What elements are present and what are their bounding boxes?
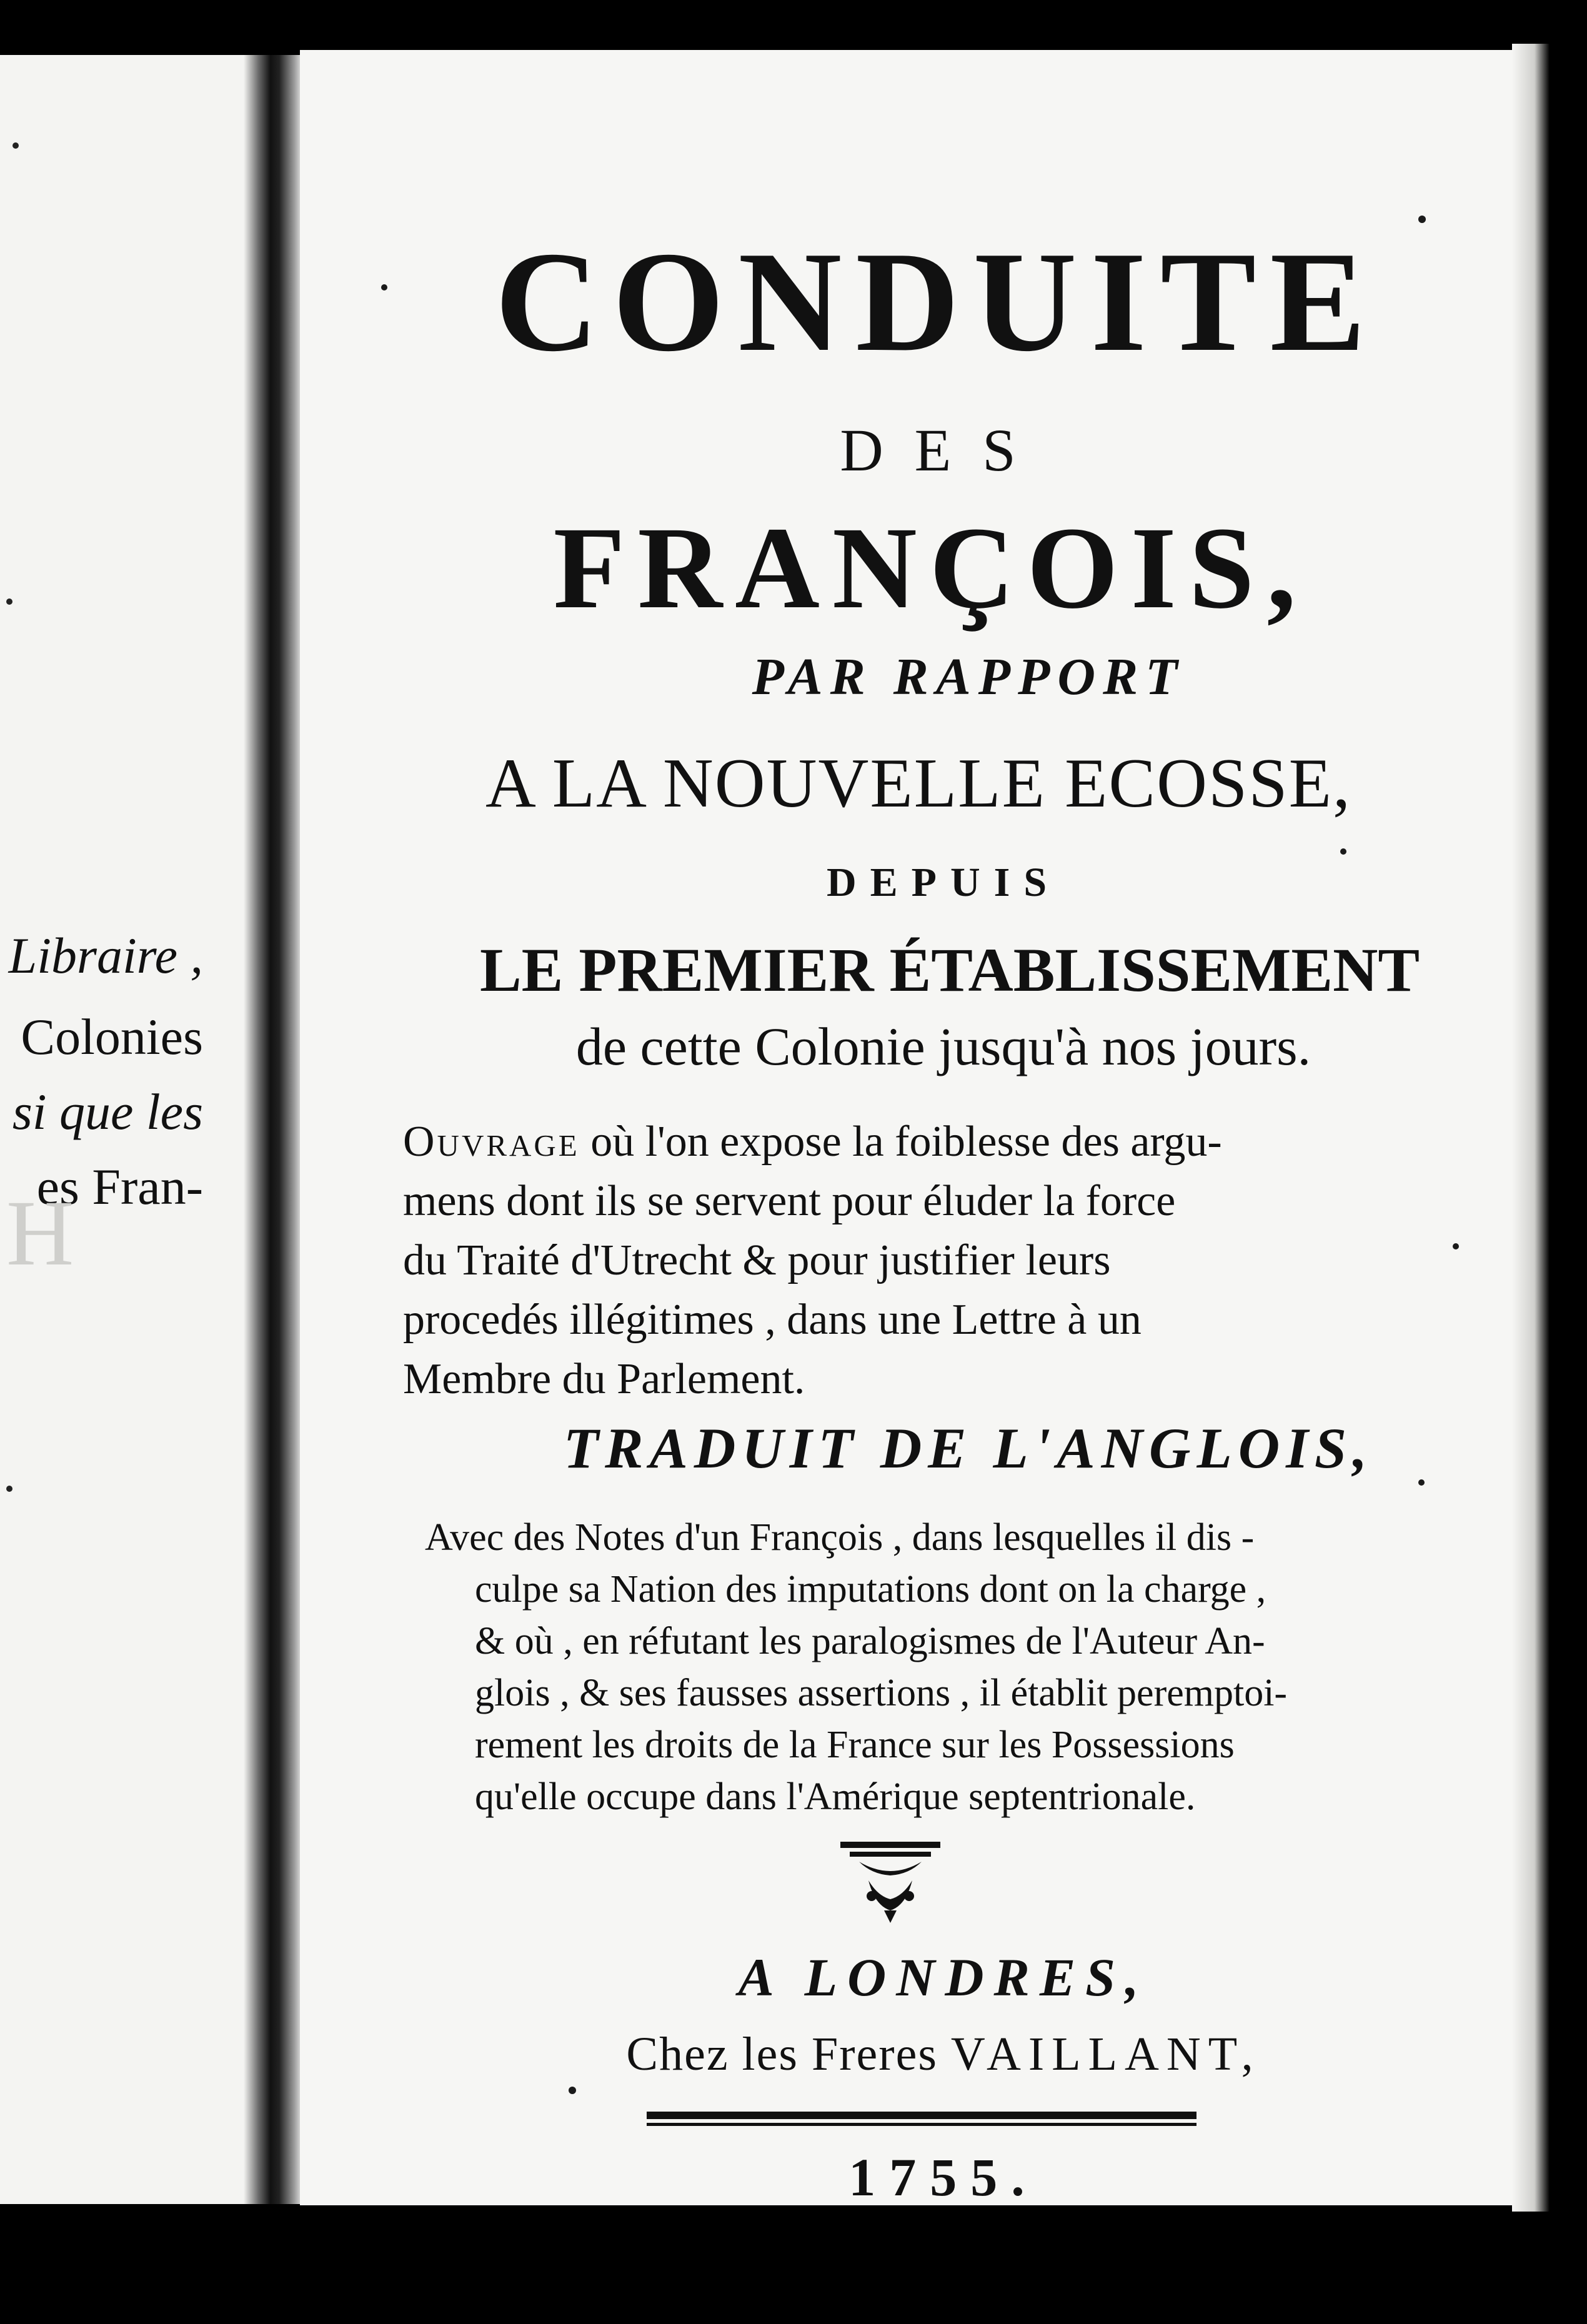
ouvrage-line: où l'on expose la foiblesse des argu- — [590, 1118, 1222, 1166]
notes-line: glois , & ses fausses assertions , il établit peremptoi- — [475, 1672, 1288, 1714]
double-rule-divider — [647, 2110, 1196, 2129]
title-des: DES — [840, 417, 1047, 484]
title-nouvelle-ecosse: A LA NOUVELLE ECOSSE, — [485, 745, 1351, 822]
main-title: CONDUITE — [495, 222, 1380, 381]
ouvrage-line: Membre du Parlement. — [403, 1355, 805, 1403]
ink-speck — [381, 284, 387, 290]
ink-speck — [1418, 216, 1426, 223]
left-page-line: Colonies — [21, 1008, 203, 1065]
imprint-year: 1755. — [848, 2147, 1038, 2207]
title-premier-etablissement: LE PREMIER ÉTABLISSEMENT — [479, 935, 1420, 1005]
left-page-line: es Fran- — [36, 1158, 203, 1215]
notes-line: qu'elle occupe dans l'Amérique septentrionale. — [475, 1775, 1196, 1818]
ouvrage-lead-word: Ouvrage — [403, 1118, 580, 1166]
title-par-rapport: PAR RAPPORT — [752, 648, 1185, 706]
ouvrage-line: procedés illégitimes , dans une Lettre à un — [403, 1296, 1142, 1344]
title-page — [300, 50, 1512, 2205]
notes-description — [425, 1512, 1525, 1823]
imprint-city: A LONDRES, — [738, 1947, 1149, 2007]
ink-speck — [1340, 848, 1346, 855]
notes-line: & où , en réfutant les paralogismes de l'Auteur An- — [475, 1620, 1265, 1662]
imprint-publisher-line — [337, 2027, 1550, 2082]
ink-speck — [6, 598, 12, 605]
ink-speck — [1418, 1479, 1425, 1486]
left-page-line: si que les — [12, 1083, 203, 1140]
ouvrage-line: mens dont ils se servent pour éluder la force — [403, 1177, 1176, 1225]
ink-speck — [12, 142, 19, 149]
bleed-through-mark: H — [6, 1181, 74, 1285]
title-depuis: DEPUIS — [826, 860, 1061, 905]
ouvrage-line: du Traité d'Utrecht & pour justifier leurs — [403, 1236, 1111, 1284]
title-colonie-line: de cette Colonie jusqu'à nos jours. — [575, 1016, 1311, 1076]
title-traduit: TRADUIT DE L'ANGLOIS, — [563, 1416, 1374, 1480]
page-edge-shadow — [1512, 44, 1550, 2212]
ink-speck — [6, 1486, 12, 1492]
left-page-line: Libraire , — [8, 927, 203, 984]
notes-line: Avec des Notes d'un François , dans lesquelles il dis - — [425, 1516, 1255, 1559]
book-gutter — [244, 55, 303, 2204]
ink-speck — [569, 2087, 576, 2094]
notes-line: rement les droits de la France sur les Possessions — [475, 1724, 1235, 1766]
printers-ornament — [834, 1837, 947, 1924]
ouvrage-description — [403, 1112, 1515, 1409]
title-francois: FRANÇOIS, — [553, 502, 1309, 633]
imprint-publisher: VAILLANT, — [950, 2028, 1261, 2080]
notes-line: culpe sa Nation des imputations dont on la charge , — [475, 1568, 1266, 1611]
imprint-chez: Chez les Freres — [626, 2028, 938, 2080]
left-page-fragment — [0, 55, 253, 2204]
ink-speck — [1453, 1243, 1459, 1249]
